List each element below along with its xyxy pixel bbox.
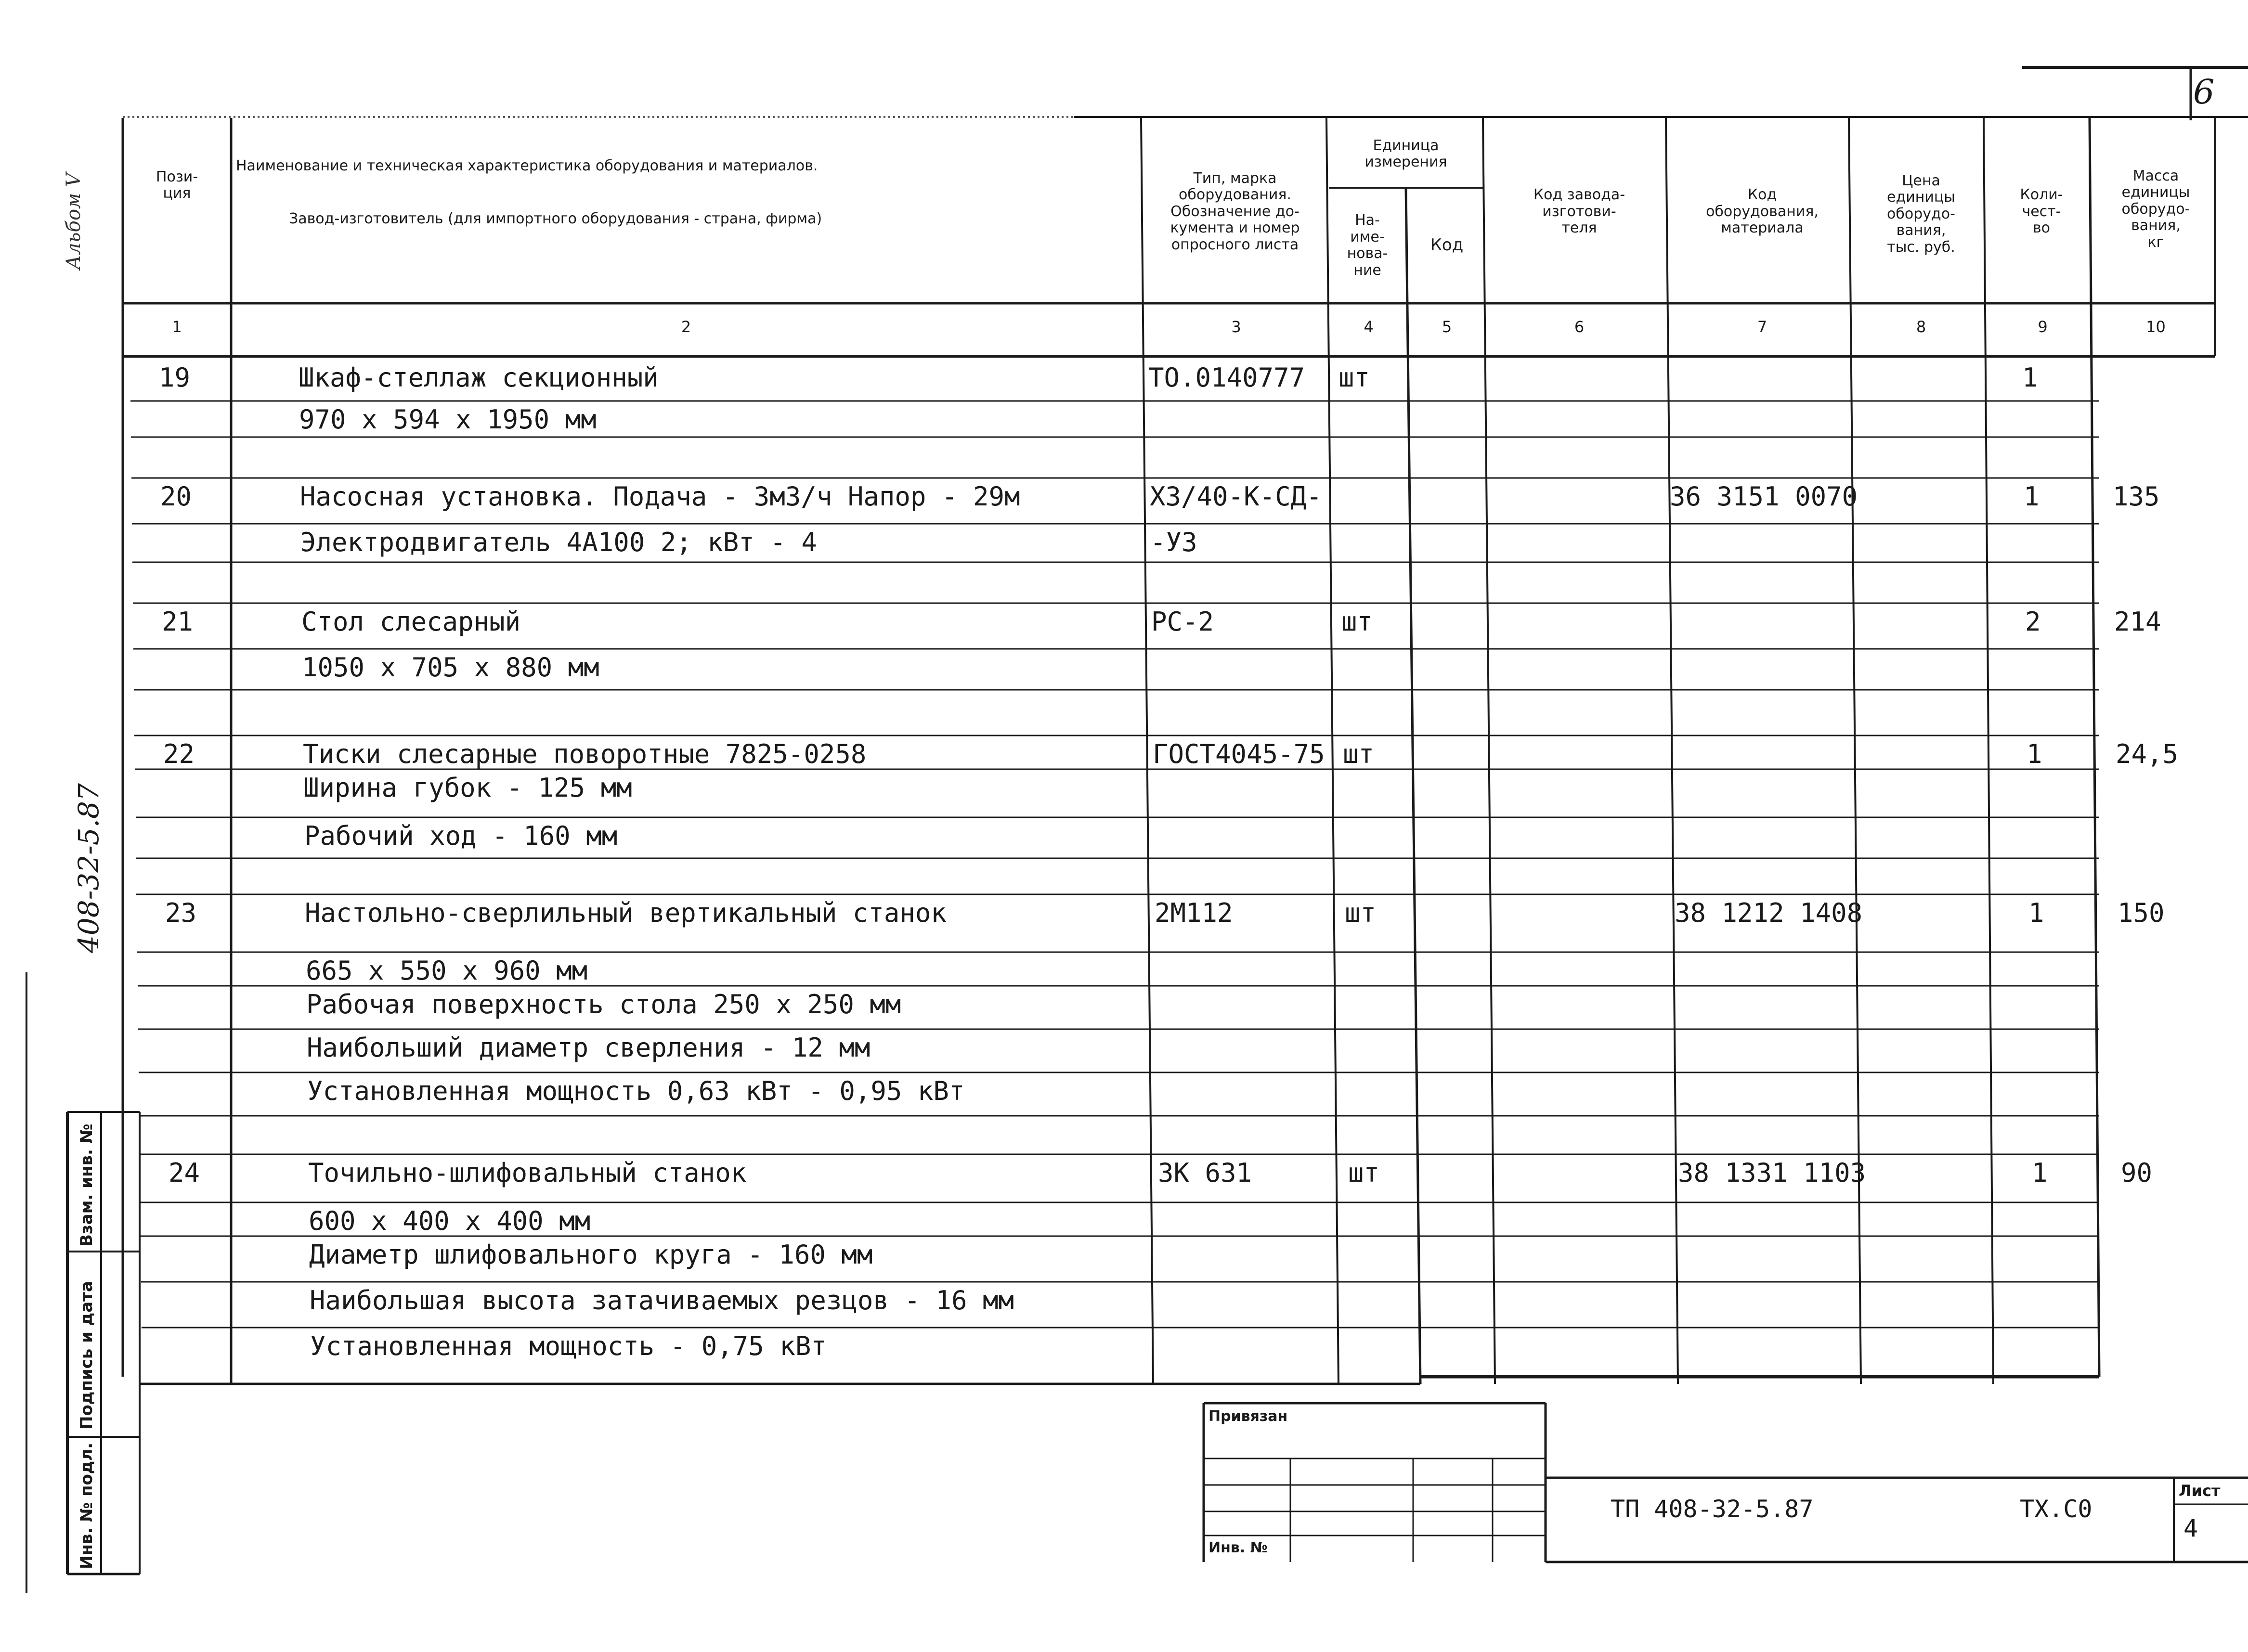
row-mass: 150 — [2118, 898, 2165, 928]
row-qty: 1 — [2027, 739, 2042, 769]
row-code: 36 3151 0070 — [1670, 481, 1858, 512]
row-pos: 20 — [160, 481, 192, 512]
title-sheet-label: Лист — [2179, 1482, 2221, 1500]
row-name: Точильно-шлифовальный станок — [308, 1158, 747, 1188]
column-number: 1 — [172, 318, 182, 336]
row-unit: шт — [1343, 739, 1375, 769]
row-unit: шт — [1348, 1158, 1380, 1188]
row-qty: 1 — [2028, 898, 2044, 928]
row-pos: 21 — [162, 607, 194, 637]
corner-number: 6 — [2193, 72, 2215, 112]
column-number: 2 — [681, 318, 691, 336]
row-name: Электродвигатель 4А100 2; кВт - 4 — [300, 527, 817, 557]
row-pos: 19 — [159, 362, 191, 393]
header-position: Пози- ция — [156, 168, 198, 202]
header-factory-code: Код завода- изготови- теля — [1533, 186, 1625, 237]
header-type: Тип, марка оборудования. Обозначение до- кумента и номер опросного листа — [1170, 169, 1300, 253]
row-name: Установленная мощность 0,63 кВт - 0,95 кВт — [307, 1076, 965, 1106]
row-mass: 24,5 — [2116, 739, 2179, 769]
row-qty: 1 — [2022, 362, 2038, 393]
row-qty: 2 — [2025, 607, 2041, 637]
column-number: 7 — [1757, 318, 1767, 336]
row-unit: шт — [1341, 607, 1373, 637]
header-unit-code: Код — [1430, 235, 1464, 255]
row-name: Установленная мощность - 0,75 кВт — [310, 1331, 827, 1361]
row-name: Рабочий ход - 160 мм — [304, 821, 618, 851]
row-qty: 1 — [2024, 481, 2040, 512]
header-equipment-code: Код оборудования, материала — [1706, 186, 1819, 237]
title-privyazan: Привязан — [1208, 1408, 1288, 1425]
row-name: Рабочая поверхность стола 250 х 250 мм — [306, 989, 901, 1020]
header-mass: Масса единицы оборудо- вания, кг — [2121, 167, 2190, 251]
row-mass: 135 — [2113, 481, 2160, 512]
row-type: 3К 631 — [1158, 1158, 1252, 1188]
row-pos: 24 — [169, 1158, 200, 1188]
row-type: ГОСТ4045-75 — [1153, 739, 1325, 769]
row-qty: 1 — [2032, 1158, 2048, 1188]
stamp-inv-podl: Инв. № подл. — [77, 1442, 96, 1569]
row-type: РС-2 — [1151, 607, 1214, 637]
stamp-podpis-data: Подпись и дата — [77, 1281, 96, 1430]
row-name: 600 х 400 х 400 мм — [309, 1206, 591, 1236]
row-name: Стол слесарный — [301, 607, 521, 637]
column-number: 3 — [1231, 318, 1241, 336]
title-doc-code: ТП 408-32-5.87 — [1611, 1495, 1814, 1523]
row-name: Шкаф-стеллаж секционный — [299, 362, 659, 393]
header-name-line2: Завод-изготовитель (для импортного оборудования - страна, фирма) — [289, 210, 822, 227]
column-number: 9 — [2038, 318, 2048, 336]
row-name: 665 х 550 х 960 мм — [306, 955, 588, 986]
header-unit-name: На- име- нова- ние — [1347, 212, 1388, 279]
column-number: 4 — [1364, 318, 1374, 336]
row-name: Наибольший диаметр сверления - 12 мм — [307, 1032, 871, 1063]
header-name-line1: Наименование и техническая характеристика оборудования и материалов. — [236, 157, 818, 174]
stamp-vzam-inv: Взам. инв. № — [77, 1123, 96, 1247]
row-name: Насосная установка. Подача - 3м3/ч Напор - 29м — [300, 481, 1020, 512]
title-inv-no: Инв. № — [1208, 1539, 1268, 1556]
title-mark: ТХ.С0 — [2020, 1495, 2092, 1523]
column-number: 8 — [1916, 318, 1926, 336]
row-code: 38 1331 1103 — [1678, 1158, 1866, 1188]
row-pos: 23 — [165, 898, 197, 928]
row-name: 970 х 594 х 1950 мм — [299, 404, 597, 435]
column-number: 10 — [2146, 318, 2166, 336]
row-mass: 90 — [2121, 1158, 2153, 1188]
album-side-label: Альбом V — [63, 173, 85, 270]
row-unit: шт — [1345, 898, 1377, 928]
row-name: Ширина губок - 125 мм — [303, 773, 632, 803]
row-name: Тиски слесарные поворотные 7825-0258 — [303, 739, 867, 769]
row-name: Наибольшая высота затачиваемых резцов - 16 мм — [310, 1285, 1014, 1316]
row-name: Настольно-сверлильный вертикальный станок — [305, 898, 947, 928]
title-sheet-number: 4 — [2183, 1514, 2198, 1542]
row-type: ТО.0140777 — [1148, 362, 1305, 393]
header-unit-group: Единица измерения — [1364, 137, 1447, 170]
row-type: Х3/40-К-СД- — [1150, 481, 1322, 512]
side-doc-code: 408-32-5.87 — [72, 783, 105, 953]
header-quantity: Коли- чест- во — [2020, 186, 2063, 237]
column-number: 6 — [1574, 318, 1585, 336]
row-unit: шт — [1338, 362, 1370, 393]
row-name: 1050 х 705 х 880 мм — [302, 652, 599, 683]
row-pos: 22 — [163, 739, 195, 769]
row-type: -У3 — [1150, 527, 1197, 557]
header-price: Цена единицы оборудо- вания, тыс. руб. — [1887, 172, 1955, 256]
row-mass: 214 — [2114, 607, 2161, 637]
column-number: 5 — [1442, 318, 1452, 336]
row-code: 38 1212 1408 — [1675, 898, 1863, 928]
row-type: 2М112 — [1155, 898, 1233, 928]
row-name: Диаметр шлифовального круга - 160 мм — [309, 1239, 873, 1270]
